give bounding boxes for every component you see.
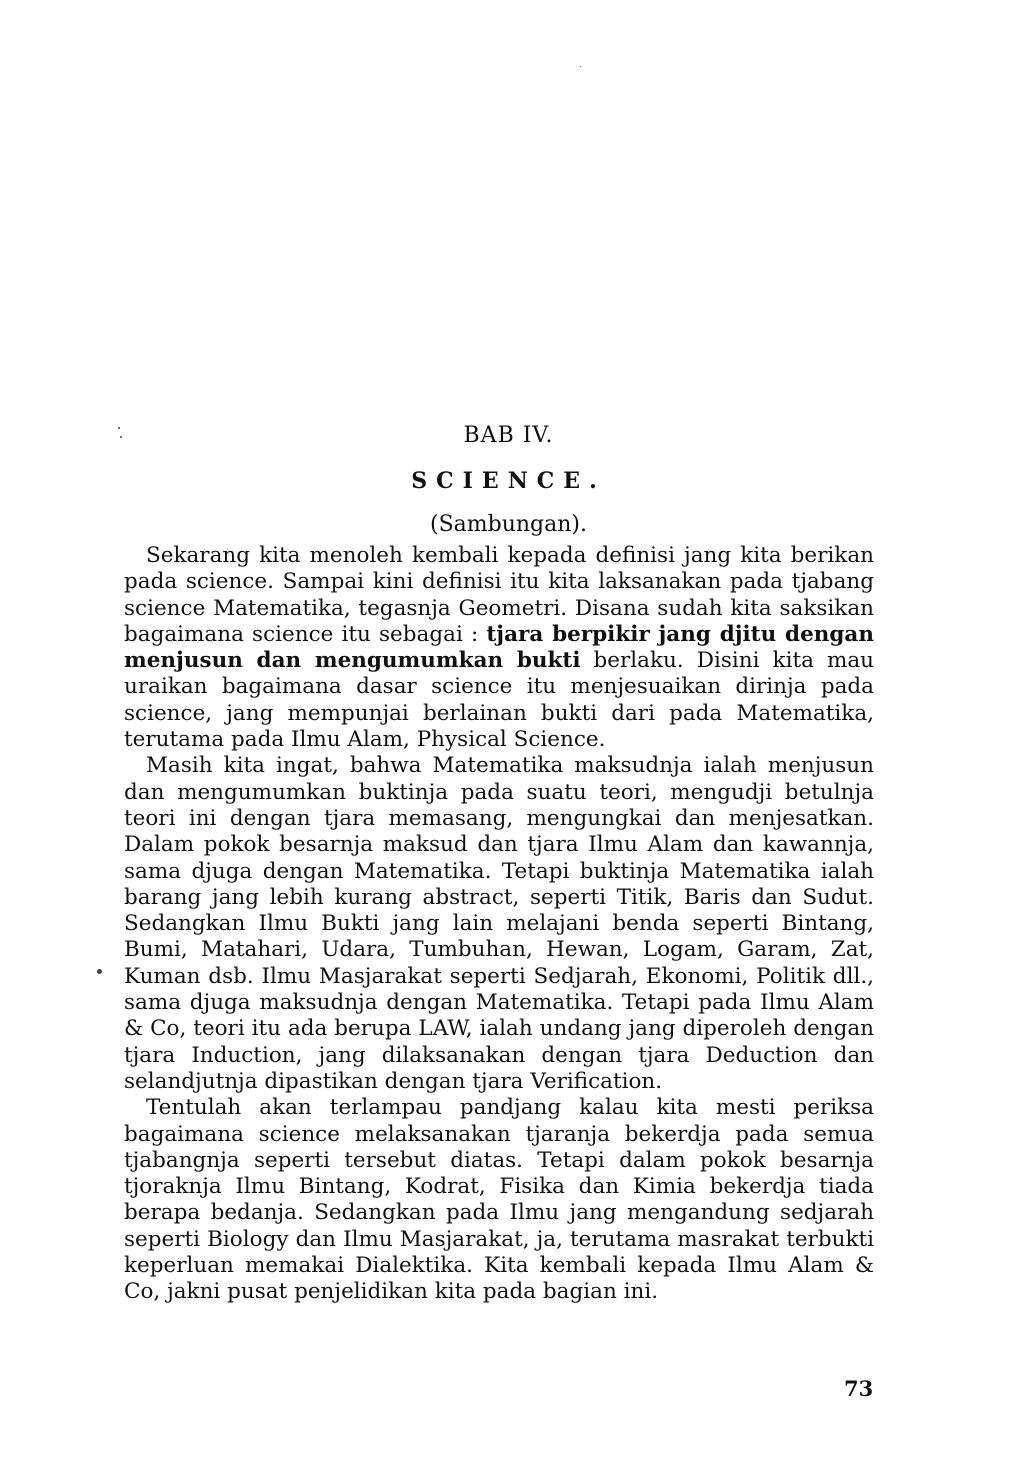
- body-text: [124, 543, 874, 1306]
- chapter-subtitle: (Sambungan).: [430, 512, 587, 537]
- chapter-label: BAB IV.: [463, 423, 554, 448]
- scan-speck: [118, 427, 120, 429]
- page-number: 73: [844, 1376, 874, 1401]
- paragraph-text: berlaku. Disini kita mau uraikan bagaimana dasar science itu menjesuaikan dirinja pada science, jang mempunjai berlainan bukti dari pada Matematika, terutama pada Ilmu Alam, Physical Science.: [124, 648, 874, 753]
- paragraph-text: Sekarang kita menoleh kembali kepada definisi jang kita berikan pada science. Sampai kini definisi itu kita laksanakan pada tjabang science Matematika, tegasnja Geometri. Disana sudah kita saksikan bagaimana science itu sebagai :: [124, 543, 874, 647]
- scan-speck: [120, 436, 122, 438]
- bold-phrase: tjara berpikir jang djitu dengan menjusun dan mengumumkan bukti: [124, 621, 874, 674]
- scan-speck: [580, 66, 581, 67]
- paragraph: Tentulah akan terlampau pandjang kalau kita mesti periksa bagaimana science melaksanakan tjaranja bekerdja pada semua tjabangnja seperti tersebut diatas. Tetapi dalam pokok besarnja tjoraknja Ilmu Bintang, Kodrat, Fisika dan Kimia bekerdja tiada berapa bedanja. Sedangkan pada Ilmu jang mengandung sedjarah seperti Biology dan Ilmu Masjarakat, ja, terutama masrakat terbukti keperluan memakai Dialektika. Kita kembali kepada Ilmu Alam & Co, jakni pusat penjelidikan kita pada bagian ini.: [124, 1095, 874, 1305]
- chapter-title: SCIENCE.: [411, 468, 606, 494]
- scan-speck: [97, 969, 102, 974]
- paragraph: [124, 543, 874, 753]
- paragraph: Masih kita ingat, bahwa Matematika maksudnja ialah menjusun dan mengumumkan buktinja pada suatu teori, mengudji betulnja teori ini dengan tjara memasang, mengungkai dan menjesatkan. Dalam pokok besarnja maksud dan tjara Ilmu Alam dan kawannja, sama djuga dengan Matematika. Tetapi buktinja Matematika ialah barang jang lebih kurang abstract, seperti Titik, Baris dan Sudut. Sedangkan Ilmu Bukti jang lain melajani benda seperti Bintang, Bumi, Matahari, Udara, Tumbuhan, Hewan, Logam, Garam, Zat, Kuman dsb. Ilmu Masjarakat seperti Sedjarah, Ekonomi, Politik dll., sama djuga maksudnja dengan Matematika. Tetapi pada Ilmu Alam & Co, teori itu ada berupa LAW, ialah undang jang diperoleh dengan tjara Induction, jang dilaksanakan dengan tjara Deduction dan selandjutnja dipastikan dengan tjara Verification.: [124, 753, 874, 1094]
